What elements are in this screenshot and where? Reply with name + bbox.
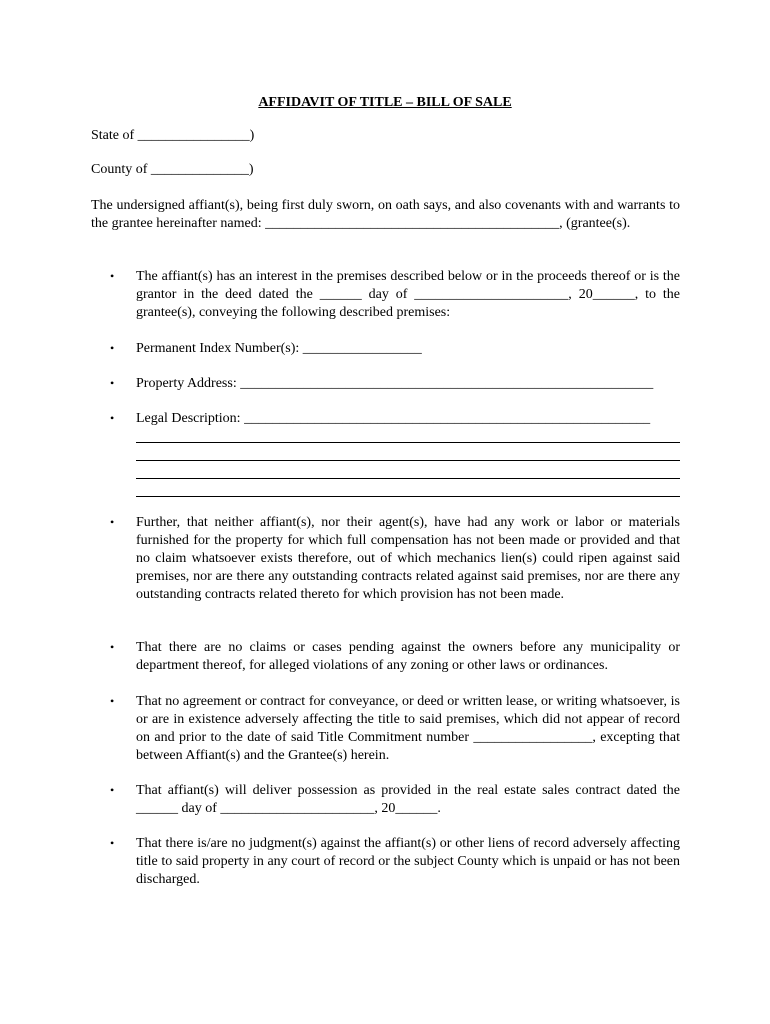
- blank-line: [136, 479, 680, 497]
- bullet-item-no-liens: [110, 514, 680, 604]
- bullet-glyph: •: [110, 640, 115, 654]
- bullet-item-no-judgments: [110, 835, 680, 889]
- bullet-glyph: •: [110, 694, 115, 708]
- bullet-item-pin: [110, 340, 680, 358]
- bullet-text: The affiant(s) has an interest in the premises described below or in the proceeds thereof or is the grantor in the deed dated the ______ day of ______________________, 20______, to the grantee(s), conveying the following described premises:: [136, 269, 680, 320]
- bullet-text: Permanent Index Number(s): _________________: [136, 341, 422, 356]
- intro-paragraph: The undersigned affiant(s), being first duly sworn, on oath says, and also covenants with and warrants to the grantee hereinafter named: __________________________________________, (grantee(s).: [91, 198, 680, 231]
- bullet-glyph: •: [110, 836, 115, 850]
- bullet-glyph: •: [110, 411, 115, 425]
- bullet-text: That affiant(s) will deliver possession as provided in the real estate sales contract dated the ______ day of ______________________, 20______.: [136, 783, 680, 816]
- bullet-item-address: [110, 375, 680, 393]
- bullet-text: That there are no claims or cases pending against the owners before any municipality or department thereof, for alleged violations of any zoning or other laws or ordinances.: [136, 640, 680, 673]
- bullet-item-possession: [110, 782, 680, 818]
- bullet-glyph: •: [110, 376, 115, 390]
- state-line: State of ________________): [91, 128, 255, 143]
- bullet-text: That no agreement or contract for conveyance, or deed or written lease, or writing whatsoever, is or are in existence adversely affecting the title to said premises, which did not appear of record on and prior to the date of said Title Commitment number _________________, excepting that between Affiant(s) and the Grantee(s) herein.: [136, 694, 680, 763]
- bullet-item-interest: [110, 268, 680, 322]
- bullet-text: Property Address: ___________________________________________________________: [136, 376, 654, 391]
- bullet-item-no-claims: [110, 639, 680, 675]
- county-line: County of ______________): [91, 162, 254, 177]
- bullet-item-no-agreement: [110, 693, 680, 765]
- bullet-glyph: •: [110, 515, 115, 529]
- bullet-glyph: •: [110, 269, 115, 283]
- document-title: AFFIDAVIT OF TITLE – BILL OF SALE: [258, 95, 512, 110]
- bullet-text: That there is/are no judgment(s) against the affiant(s) or other liens of record adversely affecting title to said property in any court of record or the subject County which is unpaid or has not been discharged.: [136, 836, 680, 887]
- bullet-glyph: •: [110, 341, 115, 355]
- blank-line: [136, 461, 680, 479]
- blank-line: [136, 443, 680, 461]
- bullet-glyph: •: [110, 783, 115, 797]
- bullet-text: Legal Description: __________________________________________________________: [136, 411, 651, 426]
- legal-description-lines: [136, 428, 680, 497]
- blank-line: [136, 428, 680, 443]
- bullet-item-legal-description: [110, 410, 680, 497]
- bullet-text: Further, that neither affiant(s), nor their agent(s), have had any work or labor or materials furnished for the property for which full compensation has not been made or provided and that no claim whatsoever exists therefore, out of which mechanics lien(s) could ripen against said premises, nor are there any outstanding contracts related against said premises, nor are there any outstanding contracts related thereto for which provision has not been made.: [136, 515, 680, 602]
